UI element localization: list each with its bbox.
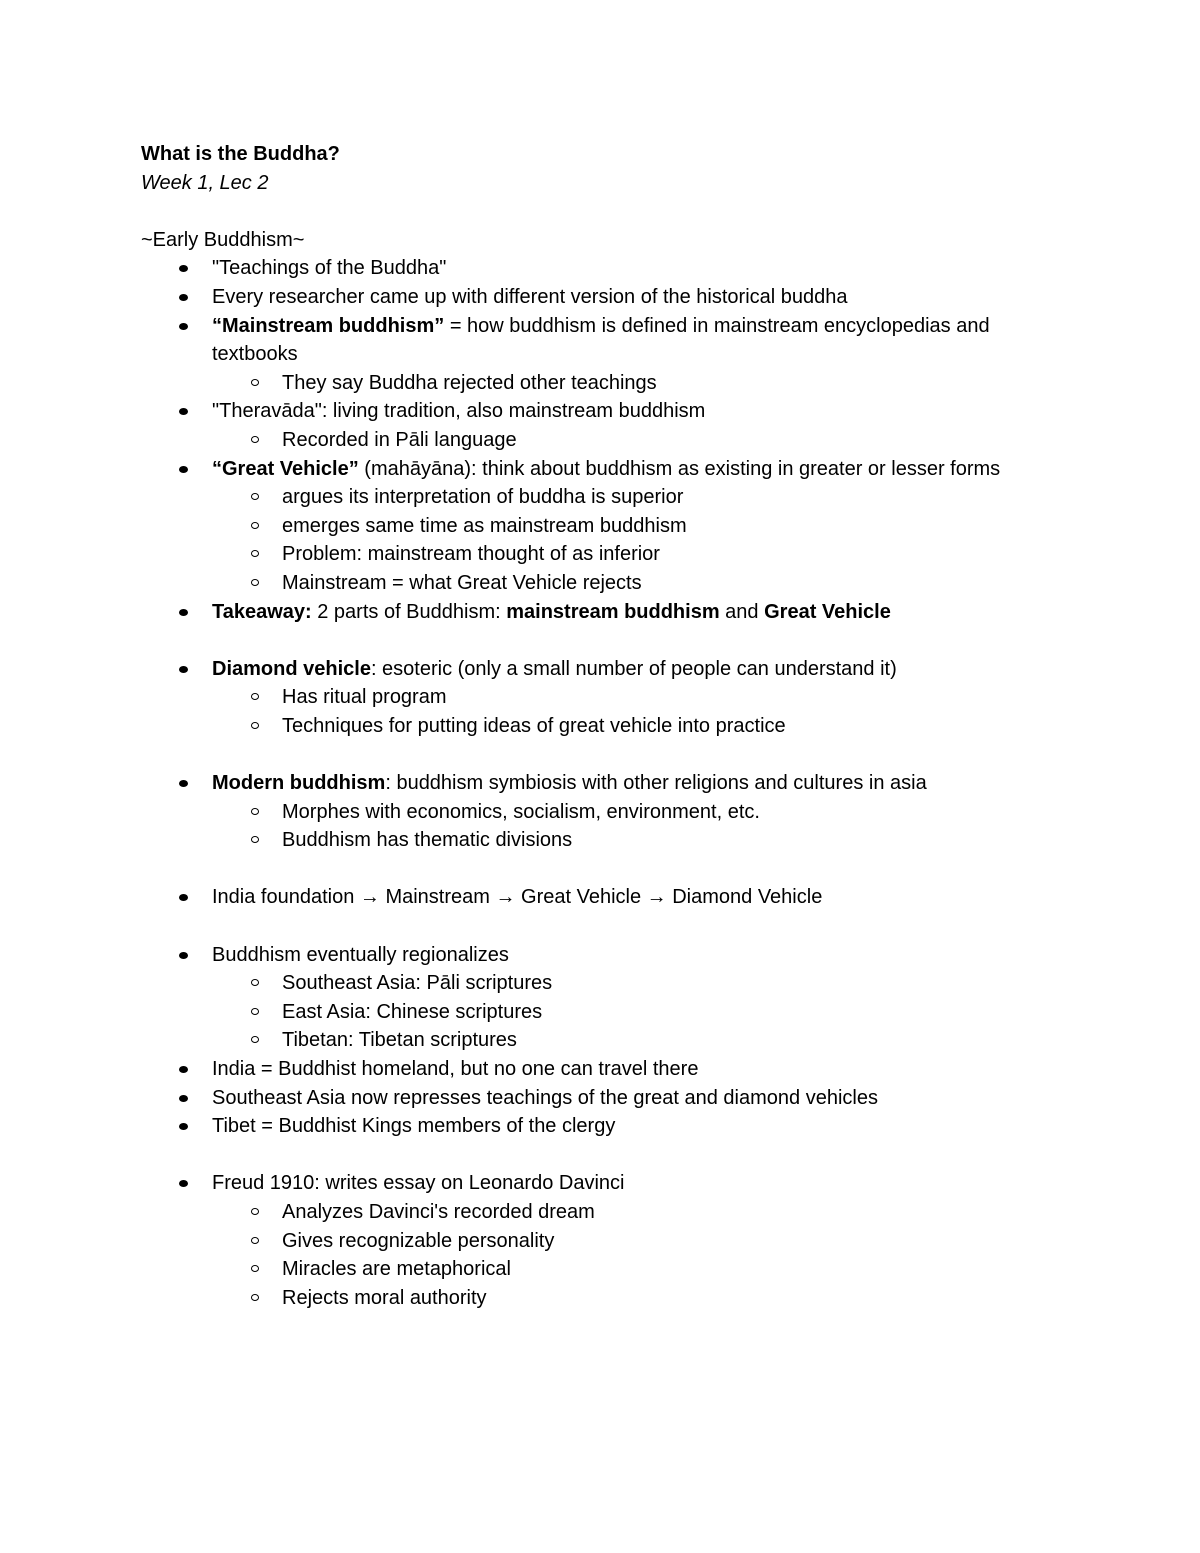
list-item: “Mainstream buddhism” = how buddhism is defined in mainstream encyclopedias and textbooks They say Buddha rejected other teachings xyxy=(141,312,1061,398)
sub-list xyxy=(212,483,1061,597)
sub-list-item: Rejects moral authority xyxy=(141,1284,1061,1313)
sub-list xyxy=(212,1198,1061,1312)
list-item: Tibet = Buddhist Kings members of the clergy xyxy=(141,1112,1061,1141)
bullet-list xyxy=(141,254,1061,626)
list-item: "Teachings of the Buddha" xyxy=(141,254,1061,283)
sub-list-item: East Asia: Chinese scriptures xyxy=(141,998,1061,1027)
blank-line xyxy=(141,626,1061,655)
sub-list-item: Tibetan: Tibetan scriptures xyxy=(141,1026,1061,1055)
section-heading: ~Early Buddhism~ xyxy=(141,228,305,251)
sub-list-item: emerges same time as mainstream buddhism xyxy=(141,512,1061,541)
sub-list xyxy=(212,426,1061,455)
list-item: India foundation → Mainstream → Great Vehicle → Diamond Vehicle xyxy=(141,883,1061,912)
list-item: “Great Vehicle” (mahāyāna): think about buddhism as existing in greater or lesser forms argues its interpretation of buddha is superior emerges same time as mainstream buddhism Problem: mainstream thought of as inferior Mainstream = what Great Vehicle rejects xyxy=(141,455,1061,598)
sub-list-item: Morphes with economics, socialism, environment, etc. xyxy=(141,798,1061,827)
list-item: Every researcher came up with different version of the historical buddha xyxy=(141,283,1061,312)
document-title: What is the Buddha? xyxy=(141,143,340,165)
list-item: Takeaway: 2 parts of Buddhism: mainstream buddhism and Great Vehicle xyxy=(141,598,1061,627)
bullet-list xyxy=(141,1169,1061,1312)
bullet-list xyxy=(141,769,1061,855)
list-item: Freud 1910: writes essay on Leonardo Davinci Analyzes Davinci's recorded dream Gives recognizable personality Miracles are metaphorical Rejects moral authority xyxy=(141,1169,1061,1312)
list-item: Diamond vehicle: esoteric (only a small number of people can understand it) Has ritual program Techniques for putting ideas of great vehicle into practice xyxy=(141,655,1061,741)
sub-list-item: Miracles are metaphorical xyxy=(141,1255,1061,1284)
list-item: Modern buddhism: buddhism symbiosis with other religions and cultures in asia Morphes with economics, socialism, environment, etc. Buddhism has thematic divisions xyxy=(141,769,1061,855)
sub-list-item: They say Buddha rejected other teachings xyxy=(141,369,1061,398)
sub-list-item: Southeast Asia: Pāli scriptures xyxy=(141,969,1061,998)
list-item: Southeast Asia now represses teachings of the great and diamond vehicles xyxy=(141,1084,1061,1113)
blank-line xyxy=(141,855,1061,884)
bullet-list xyxy=(141,883,1061,912)
sub-list-item: Problem: mainstream thought of as inferior xyxy=(141,540,1061,569)
blank-line xyxy=(141,912,1061,941)
sub-list-item: Mainstream = what Great Vehicle rejects xyxy=(141,569,1061,598)
blank-line xyxy=(141,197,1061,226)
sub-list xyxy=(212,969,1061,1055)
blank-line xyxy=(141,740,1061,769)
sub-list xyxy=(212,369,1061,398)
list-item: Buddhism eventually regionalizes Southeast Asia: Pāli scriptures East Asia: Chinese scriptures Tibetan: Tibetan scriptures xyxy=(141,941,1061,1055)
blank-line xyxy=(141,1141,1061,1170)
sub-list-item: Has ritual program xyxy=(141,683,1061,712)
sub-list xyxy=(212,683,1061,740)
sub-list-item: Techniques for putting ideas of great vehicle into practice xyxy=(141,712,1061,741)
bullet-list xyxy=(141,941,1061,1141)
list-item: "Theravāda": living tradition, also mainstream buddhism Recorded in Pāli language xyxy=(141,397,1061,454)
sub-list-item: argues its interpretation of buddha is superior xyxy=(141,483,1061,512)
sub-list xyxy=(212,798,1061,855)
list-item: India = Buddhist homeland, but no one can travel there xyxy=(141,1055,1061,1084)
bullet-list xyxy=(141,655,1061,741)
sub-list-item: Analyzes Davinci's recorded dream xyxy=(141,1198,1061,1227)
sub-list-item: Recorded in Pāli language xyxy=(141,426,1061,455)
document-subtitle: Week 1, Lec 2 xyxy=(141,171,269,194)
sub-list-item: Gives recognizable personality xyxy=(141,1227,1061,1256)
document-body xyxy=(141,140,1061,1312)
sub-list-item: Buddhism has thematic divisions xyxy=(141,826,1061,855)
